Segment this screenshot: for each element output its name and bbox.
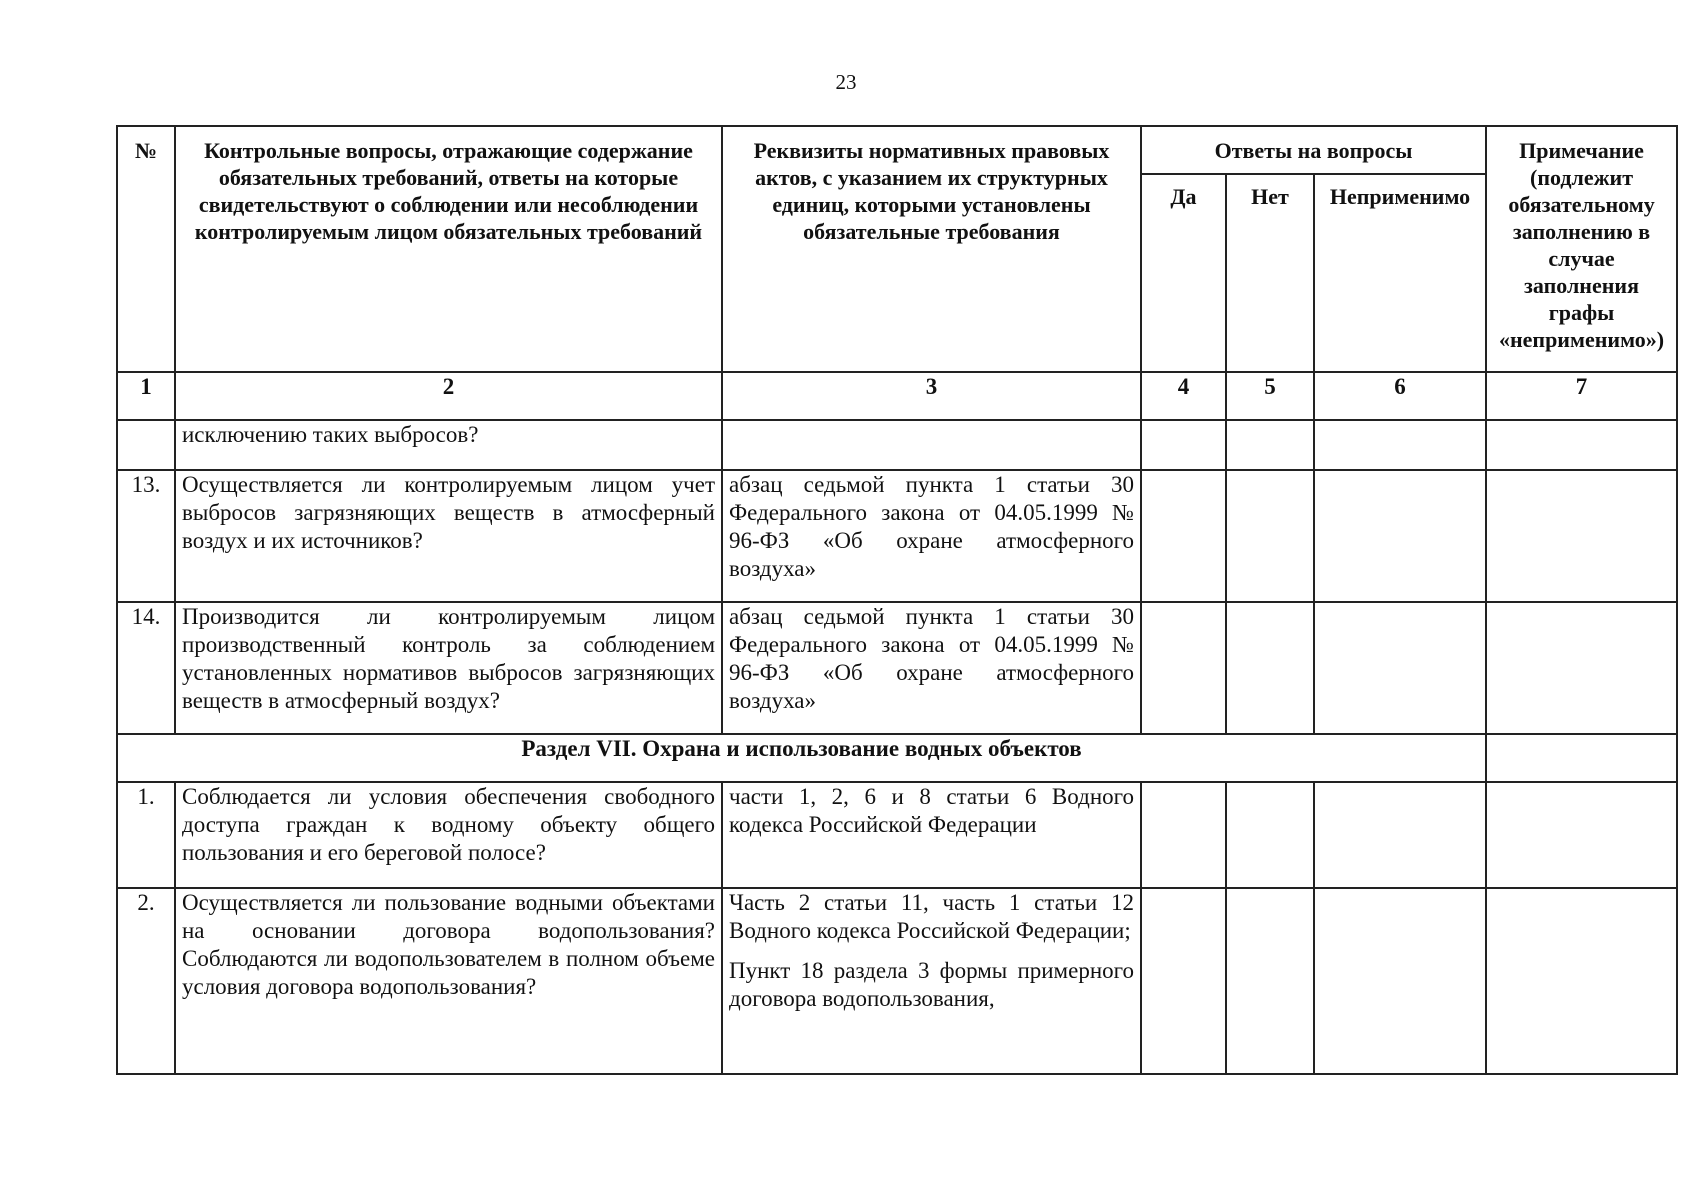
act-paragraph: Пункт 18 раздела 3 формы примерного договора водопользования,	[729, 958, 1134, 1011]
header-no: Нет	[1226, 174, 1314, 372]
answer-yes-cell[interactable]	[1141, 602, 1226, 734]
answer-no-cell[interactable]	[1226, 470, 1314, 602]
row-question: Производится ли контролируемым лицом производственный контроль за соблюдением установленных нормативов выбросов загрязняющих веществ в атмосферный воздух?	[175, 602, 722, 734]
row-number: 2.	[117, 888, 175, 1074]
column-number: 5	[1226, 372, 1314, 420]
page-number: 23	[835, 70, 857, 94]
column-number: 1	[117, 372, 175, 420]
answer-na-cell[interactable]	[1314, 470, 1486, 602]
answer-yes-cell[interactable]	[1141, 888, 1226, 1074]
row-number: 13.	[117, 470, 175, 602]
checklist-table	[116, 125, 1678, 1075]
answer-na-cell[interactable]	[1314, 420, 1486, 470]
header-yes: Да	[1141, 174, 1226, 372]
column-number: 7	[1486, 372, 1677, 420]
table-row	[117, 782, 1677, 888]
note-cell[interactable]	[1486, 782, 1677, 888]
row-number: 14.	[117, 602, 175, 734]
table-row	[117, 470, 1677, 602]
column-numbers-row	[117, 372, 1677, 420]
table-row	[117, 888, 1677, 1074]
section-row	[117, 734, 1677, 782]
row-number: 1.	[117, 782, 175, 888]
row-acts	[722, 420, 1141, 470]
column-number: 3	[722, 372, 1141, 420]
row-acts: части 1, 2, 6 и 8 статьи 6 Водного кодекса Российской Федерации	[722, 782, 1141, 888]
row-question: исключению таких выбросов?	[175, 420, 722, 470]
act-paragraph: Часть 2 статьи 11, часть 1 статьи 12 Водного кодекса Российской Федерации;	[729, 890, 1134, 943]
header-not-applicable: Неприменимо	[1314, 174, 1486, 372]
answer-yes-cell[interactable]	[1141, 420, 1226, 470]
row-question: Соблюдается ли условия обеспечения свободного доступа граждан к водному объекту общего пользования и его береговой полосе?	[175, 782, 722, 888]
table-row	[117, 420, 1677, 470]
answer-no-cell[interactable]	[1226, 602, 1314, 734]
column-number: 6	[1314, 372, 1486, 420]
answer-no-cell[interactable]	[1226, 782, 1314, 888]
note-cell[interactable]	[1486, 888, 1677, 1074]
answer-yes-cell[interactable]	[1141, 782, 1226, 888]
header-answers: Ответы на вопросы	[1141, 126, 1486, 174]
row-acts	[722, 888, 1141, 1074]
note-cell[interactable]	[1486, 734, 1677, 782]
row-question: Осуществляется ли пользование водными объектами на основании договора водопользования? Соблюдаются ли водопользователем в полном объеме условия договора водопользования?	[175, 888, 722, 1074]
note-cell[interactable]	[1486, 602, 1677, 734]
header-questions: Контрольные вопросы, отражающие содержание обязательных требований, ответы на которые свидетельствуют о соблюдении или несоблюдении контролируемым лицом обязательных требований	[175, 126, 722, 372]
note-cell[interactable]	[1486, 470, 1677, 602]
column-number: 2	[175, 372, 722, 420]
row-acts: абзац седьмой пункта 1 статьи 30 Федерального закона от 04.05.1999 № 96-ФЗ «Об охране атмосферного воздуха»	[722, 470, 1141, 602]
note-cell[interactable]	[1486, 420, 1677, 470]
row-question: Осуществляется ли контролируемым лицом учет выбросов загрязняющих веществ в атмосферный воздух и их источников?	[175, 470, 722, 602]
header-number: №	[117, 126, 175, 372]
answer-no-cell[interactable]	[1226, 420, 1314, 470]
answer-na-cell[interactable]	[1314, 782, 1486, 888]
answer-na-cell[interactable]	[1314, 602, 1486, 734]
header-note: Примечание (подлежит обязательному заполнению в случае заполнения графы «неприменимо»)	[1486, 126, 1677, 372]
section-title: Раздел VII. Охрана и использование водных объектов	[117, 734, 1486, 782]
table-row	[117, 602, 1677, 734]
answer-no-cell[interactable]	[1226, 888, 1314, 1074]
answer-na-cell[interactable]	[1314, 888, 1486, 1074]
row-number	[117, 420, 175, 470]
answer-yes-cell[interactable]	[1141, 470, 1226, 602]
column-number: 4	[1141, 372, 1226, 420]
row-acts: абзац седьмой пункта 1 статьи 30 Федерального закона от 04.05.1999 № 96-ФЗ «Об охране атмосферного воздуха»	[722, 602, 1141, 734]
header-acts: Реквизиты нормативных правовых актов, с указанием их структурных единиц, которыми установлены обязательные требования	[722, 126, 1141, 372]
